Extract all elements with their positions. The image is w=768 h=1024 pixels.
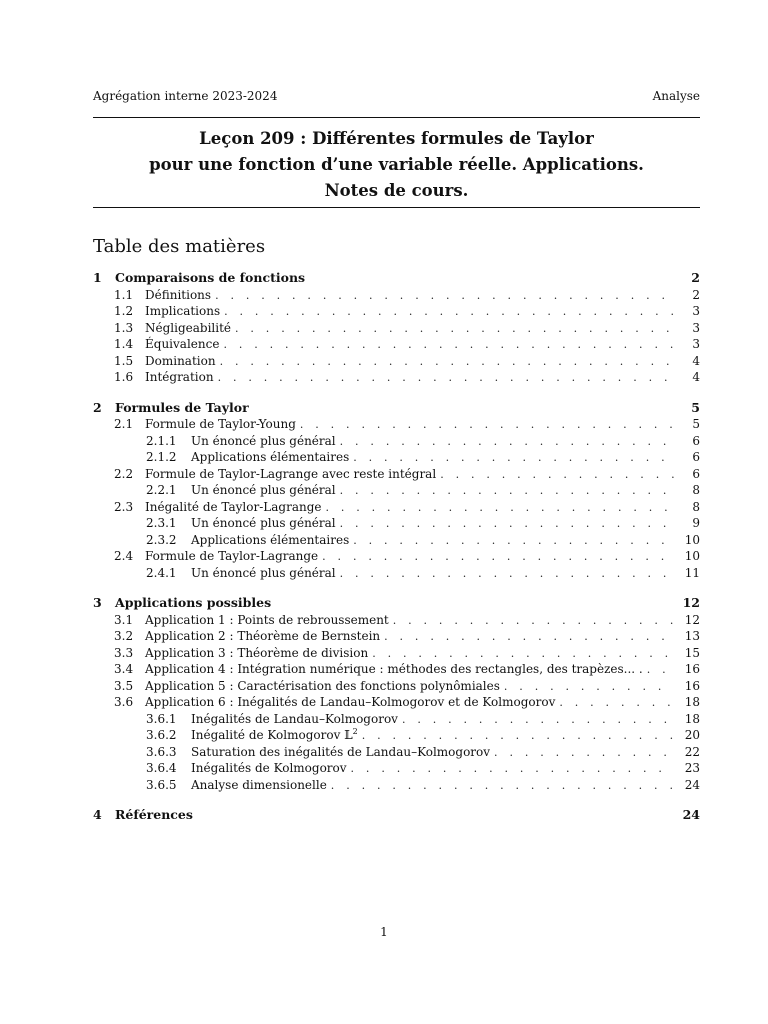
superscript-exponent: 2 [352,727,358,736]
toc-page: 3 [692,320,700,335]
toc-subsubsection[interactable] [93,449,700,466]
toc-label: Inégalités de Landau–Kolmogorov [191,711,398,726]
toc-leader [351,761,674,778]
toc-leader [393,613,674,630]
toc-section[interactable] [93,400,700,417]
toc-page: 16 [684,678,700,693]
toc-label: Application 1 : Points de rebroussement [145,612,389,627]
title-line-2: pour une fonction d’une variable réelle. Applications. [149,155,644,174]
toc-label: Négligeabilité [145,320,232,335]
toc-page: 8 [692,499,700,514]
toc-subsection[interactable] [93,287,700,304]
toc-number: 3.6.1 [146,711,177,726]
toc-page: 3 [692,337,700,351]
toc-page: 20 [684,728,700,742]
toc-number: 3.1 [114,612,134,627]
toc-page: 2 [692,287,700,302]
toc-number: 3.3 [114,645,134,660]
toc-label: Formule de Taylor-Young [145,417,296,431]
toc-subsection[interactable] [93,336,700,353]
toc-label: Références [115,807,193,822]
page-number: 1 [380,925,388,939]
toc-number: 2.3 [114,499,134,514]
toc-label: Application 5 : Caractérisation des fonctions polynômiales [145,678,500,693]
document-title [93,126,700,204]
toc-label: Formules de Taylor [115,399,249,415]
toc-label: Formule de Taylor-Lagrange [145,549,319,563]
toc-page: 24 [684,777,700,792]
toc-number: 1.2 [114,304,134,318]
toc-subsubsection[interactable] [93,777,700,794]
toc-subsection[interactable] [93,612,700,629]
toc-subsubsection[interactable] [93,482,700,499]
toc-label: Applications possibles [115,595,272,610]
toc-page: 11 [684,565,700,580]
toc-subsection[interactable] [93,548,700,565]
toc-label: Inégalité de Taylor-Lagrange [145,499,322,514]
toc-subsubsection[interactable] [93,744,700,761]
toc-leader [340,516,674,533]
toc-subsubsection[interactable] [93,433,700,450]
toc-page: 16 [684,662,700,676]
toc-number: 2.4.1 [146,565,177,580]
toc-leader [235,321,674,338]
toc-leader [559,695,674,712]
toc-label: Application 3 : Théorème de division [145,645,369,660]
toc-label: Comparaisons de fonctions [115,270,306,285]
toc-number: 4 [93,807,102,822]
toc-leader [215,288,674,305]
toc-section[interactable] [93,807,700,824]
toc-number: 1.3 [114,320,134,335]
toc-number: 3 [93,595,102,610]
toc-number: 1.6 [114,370,134,384]
toc-subsubsection[interactable] [93,565,700,582]
toc-page: 3 [692,304,700,318]
toc-number: 2.1.2 [146,450,177,464]
toc-subsection[interactable] [93,499,700,516]
toc-number: 2.2 [114,466,134,481]
toc-number: 3.6 [114,695,134,709]
toc-label: Inégalités de Kolmogorov [191,761,347,775]
toc-page: 18 [684,695,700,709]
toc-page: 5 [692,417,700,431]
toc-label: Un énoncé plus général [191,516,336,530]
toc-label: Intégration [145,370,214,384]
toc-page: 13 [684,629,700,643]
toc-leader [325,500,674,517]
running-header [93,88,700,104]
toc-page: 6 [692,433,700,448]
toc-subsection[interactable] [93,320,700,337]
header-subject: Analyse [652,89,700,103]
title-bottom-rule [93,207,700,208]
toc-subsection[interactable] [93,645,700,662]
toc-subsubsection[interactable] [93,727,700,744]
toc-leader [372,646,674,663]
toc-leader [331,778,674,795]
toc-label: Un énoncé plus général [191,483,336,497]
toc-number: 2.1.1 [146,433,177,448]
toc-page: 15 [684,645,700,660]
toc-leader [384,629,674,646]
toc-label: Formule de Taylor-Lagrange avec reste intégral [145,466,437,481]
toc-number: 3.6.5 [146,777,177,792]
toc-leader [440,467,674,484]
toc-number: 3.2 [114,629,134,643]
toc-number: 2.4 [114,549,134,563]
toc-leader [504,679,674,696]
title-line-3: Notes de cours. [324,181,469,200]
toc-page: 23 [684,761,700,775]
toc-page: 22 [684,744,700,759]
toc-page: 9 [692,516,700,530]
toc-number: 2.3.1 [146,516,177,530]
toc-subsection[interactable] [93,661,700,678]
toc-number: 2.1 [114,417,134,431]
toc-subsection[interactable] [93,678,700,695]
toc-leader [353,450,674,467]
toc-number: 2.3.2 [146,532,177,547]
table-of-contents [93,270,700,824]
toc-leader [494,745,674,762]
toc-leader [220,354,674,371]
toc-page: 10 [684,532,700,547]
toc-number: 1.4 [114,337,134,351]
toc-label: Saturation des inégalités de Landau–Kolmogorov [191,744,491,759]
toc-page: 8 [692,483,700,497]
toc-label: Analyse dimensionelle [191,777,327,792]
toc-page: 10 [684,549,700,563]
toc-subsubsection[interactable] [93,760,700,777]
toc-subsection[interactable] [93,303,700,320]
toc-label [191,727,362,744]
toc-subsection[interactable] [93,353,700,370]
toc-number: 3.6.2 [146,728,177,742]
toc-label: Application 4 : Intégration numérique : méthodes des rectangles, des trapèzes... . [145,662,643,676]
toc-page: 4 [692,370,700,384]
toc-page: 5 [691,399,700,415]
toc-leader [340,566,674,583]
toc-leader [322,549,674,566]
toc-leader [340,483,674,500]
toc-subsubsection[interactable] [93,532,700,549]
toc-number: 3.4 [114,662,134,676]
toc-page: 2 [691,270,700,285]
toc-section[interactable] [93,595,700,612]
toc-leader [362,728,674,745]
toc-subsection[interactable] [93,369,700,386]
toc-leader [224,304,674,321]
toc-page: 24 [682,807,700,822]
toc-subsubsection[interactable] [93,711,700,728]
toc-page: 4 [692,353,700,368]
toc-label: Définitions [145,287,212,302]
toc-leader [353,533,674,550]
toc-leader [300,417,674,434]
toc-label: Un énoncé plus général [191,433,336,448]
toc-page: 6 [692,466,700,481]
toc-label: Application 2 : Théorème de Bernstein [145,629,381,643]
toc-subsection[interactable] [93,466,700,483]
toc-number: 1 [93,270,102,285]
toc-number: 2.2.1 [146,483,177,497]
toc-label: Application 6 : Inégalités de Landau–Kolmogorov et de Kolmogorov [145,695,556,709]
toc-leader [218,370,674,387]
toc-number: 3.5 [114,678,134,693]
toc-label: Équivalence [145,337,220,351]
toc-leader [340,434,674,451]
toc-label: Un énoncé plus général [191,565,336,580]
toc-subsubsection[interactable] [93,515,700,532]
toc-number: 2 [93,399,102,415]
toc-subsection[interactable] [93,628,700,645]
title-line-1: Leçon 209 : Différentes formules de Taylor [199,129,594,148]
toc-number: 3.6.3 [146,744,177,759]
toc-label-text: Inégalité de Kolmogorov 𝕃 [191,728,353,742]
toc-section[interactable] [93,270,700,287]
toc-page: 18 [684,711,700,726]
toc-label: Applications élémentaires [191,450,350,464]
toc-number: 3.6.4 [146,761,177,775]
toc-leader [647,662,674,679]
toc-leader [223,337,674,354]
toc-number: 1.1 [114,287,134,302]
toc-page: 6 [692,450,700,464]
toc-page: 12 [684,612,700,627]
toc-subsection[interactable] [93,694,700,711]
toc-label: Domination [145,353,216,368]
toc-label: Implications [145,304,221,318]
toc-leader [402,712,674,729]
toc-page: 12 [682,595,700,610]
toc-heading: Table des matières [93,236,266,257]
toc-number: 1.5 [114,353,134,368]
toc-subsection[interactable] [93,416,700,433]
toc-label: Applications élémentaires [191,532,350,547]
title-top-rule [93,117,700,118]
header-course: Agrégation interne 2023-2024 [93,89,278,103]
